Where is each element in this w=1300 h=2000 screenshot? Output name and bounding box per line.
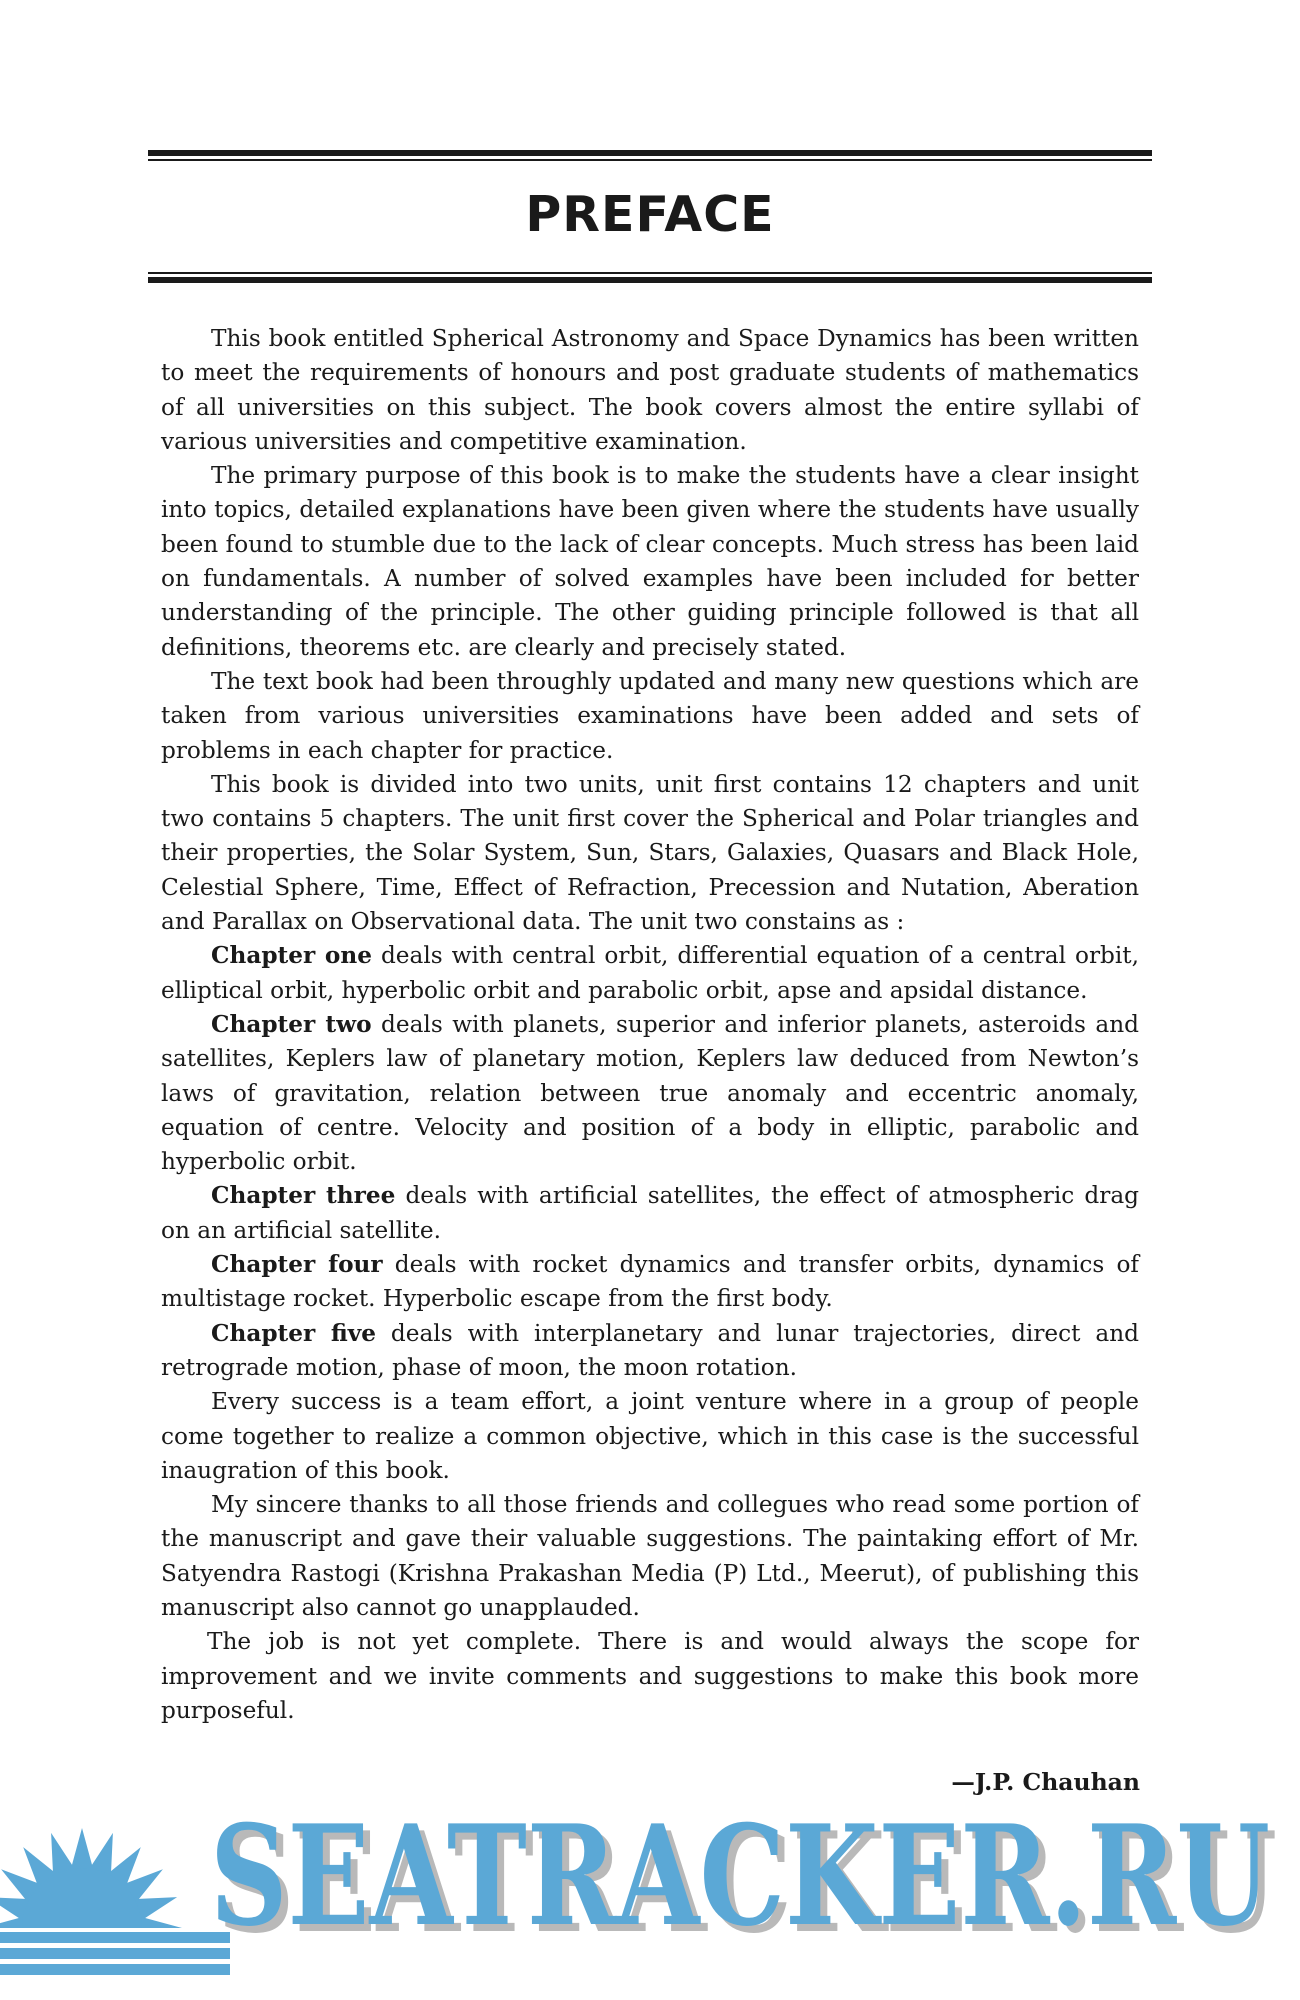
watermark-text: SEATRACKER.RU — [210, 1808, 1270, 1957]
title-underline-rule — [148, 272, 1152, 283]
paragraph-chapter-four: Chapter four deals with rocket dynamics and transfer orbits, dynamics of multistage rocket. Hyperbolic escape from the first body. — [161, 1251, 1139, 1313]
chapter-two-heading: Chapter two — [211, 1010, 372, 1038]
top-rule — [148, 150, 1152, 161]
chapter-five-heading: Chapter five — [211, 1319, 376, 1347]
author-signature: —J.P. Chauhan — [951, 1768, 1140, 1796]
sun-stripe — [0, 1964, 230, 1975]
paragraph-closing: The job is not yet complete. There is and would always the scope for improvement and we invite comments and suggestions to make this book more purposeful. — [161, 1628, 1139, 1724]
paragraph-chapter-two: Chapter two deals with planets, superior and inferior planets, asteroids and satellites, Keplers law of planetary motion, Keplers law deduced from Newton’s laws of gravitation, relation between true anomaly and eccentric anomaly, equation of centre. Velocity and position of a body in elliptic, parabolic and hyperbolic orbit. — [161, 1010, 1139, 1176]
paragraph-team-effort: Every success is a team effort, a joint venture where in a group of people come together to realize a common objective, which in this case is the successful inaugration of this book. — [161, 1388, 1139, 1484]
chapter-four-heading: Chapter four — [211, 1251, 383, 1279]
watermark-banner — [0, 1808, 1300, 2000]
page-title: PREFACE — [525, 186, 775, 243]
paragraph-intro: This book entitled Spherical Astronomy and Space Dynamics has been written to meet the requirements of honours and post graduate students of mathematics of all universities on this subject. The book covers almost the entire syllabi of various universities and competitive examination. — [161, 325, 1139, 455]
chapter-one-heading: Chapter one — [211, 942, 372, 970]
paragraph-units: This book is divided into two units, unit first contains 12 chapters and unit two contains 5 chapters. The unit first cover the Spherical and Polar triangles and their properties, the Solar System, Sun, Stars, Galaxies, Quasars and Black Hole, Celestial Sphere, Time, Effect of Refraction, Precession and Nutation, Aberation and Parallax on Observational data. The unit two constains as : — [161, 770, 1139, 936]
sun-stripe — [0, 1948, 230, 1959]
chapter-three-heading: Chapter three — [211, 1182, 396, 1210]
paragraph-chapter-three: Chapter three deals with artificial satellites, the effect of atmospheric drag on an artificial satellite. — [161, 1182, 1139, 1244]
paragraph-purpose: The primary purpose of this book is to make the students have a clear insight into topics, detailed explanations have been given where the students have usually been found to stumble due to the lack of clear concepts. Much stress has been laid on fundamentals. A number of solved examples have been included for better understanding of the principle. The other guiding principle followed is that all definitions, theorems etc. are clearly and precisely stated. — [161, 462, 1139, 661]
paragraph-updates: The text book had been throughly updated and many new questions which are taken from various universities examinations have been added and sets of problems in each chapter for practice. — [161, 667, 1139, 764]
sun-stripe — [0, 1932, 230, 1943]
paragraph-chapter-five: Chapter five deals with interplanetary and lunar trajectories, direct and retrograde motion, phase of moon, the moon rotation. — [161, 1319, 1139, 1381]
paragraph-chapter-one: Chapter one deals with central orbit, differential equation of a central orbit, elliptical orbit, hyperbolic orbit and parabolic orbit, apse and apsidal distance. — [161, 942, 1139, 1004]
paragraph-thanks: My sincere thanks to all those friends and collegues who read some portion of the manuscript and gave their valuable suggestions. The paintaking effort of Mr. Satyendra Rastogi (Krishna Prakashan Media (P) Ltd., Meerut), of publishing this manuscript also cannot go unapplauded. — [161, 1491, 1139, 1621]
preface-body — [161, 322, 1139, 1728]
watermark-text-shadow: SEATRACKER.RU — [217, 1808, 1277, 1964]
